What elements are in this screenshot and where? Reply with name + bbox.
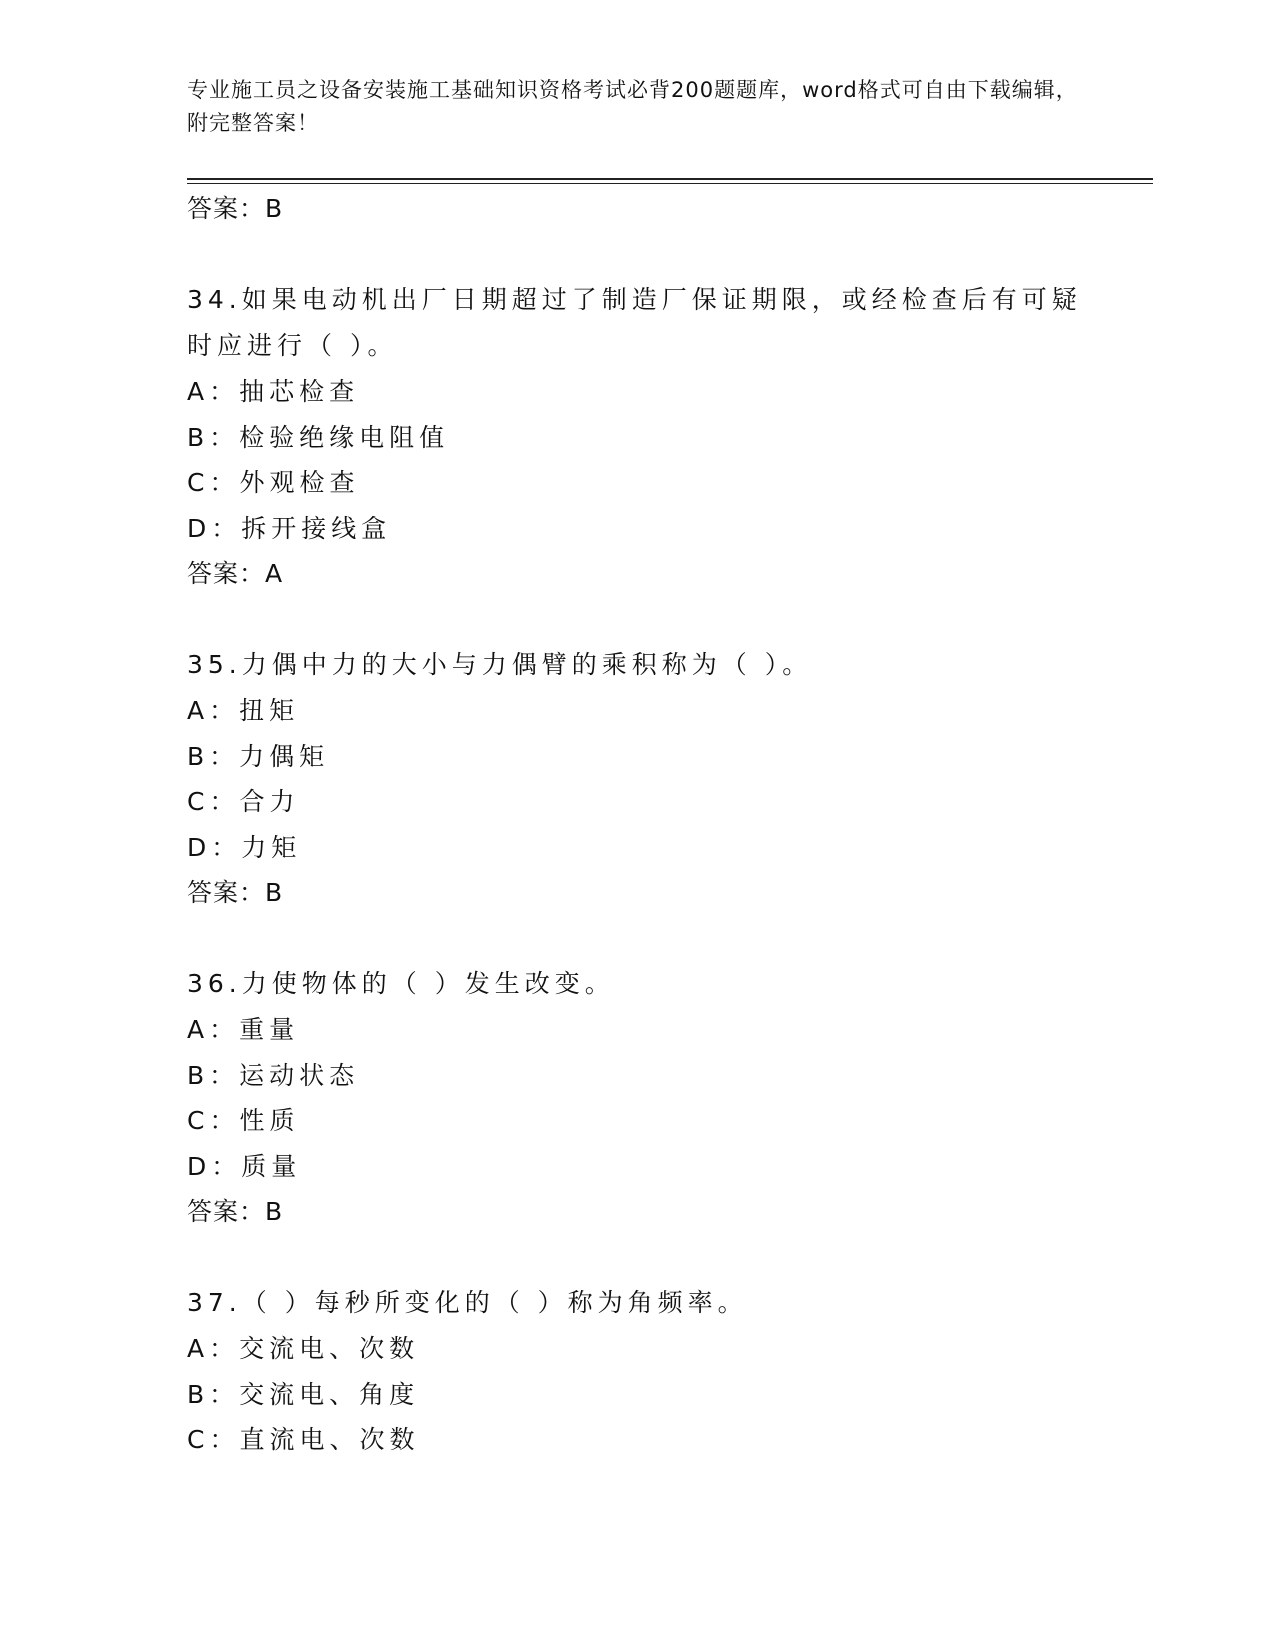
option-b: B：力偶矩: [187, 741, 330, 771]
question-stem: 36.力使物体的（ ）发生改变。: [187, 969, 615, 998]
header-rule-thick: [187, 178, 1153, 180]
option-c: C：外观检查: [187, 468, 360, 497]
option-a: A：重量: [187, 1015, 300, 1044]
option-b: B：交流电、角度: [187, 1379, 420, 1409]
option-d: D：力矩: [187, 832, 302, 862]
option-c: C：直流电、次数: [187, 1425, 420, 1454]
header-rule-thin: [187, 183, 1153, 184]
previous-answer: 答案：B: [187, 194, 284, 223]
answer-line: 答案：A: [187, 559, 284, 588]
option-c: C：合力: [187, 787, 300, 816]
question-stem: 37.（ ）每秒所变化的（ ）称为角频率。: [187, 1288, 748, 1317]
question-list: [187, 186, 1087, 1463]
option-b: B：运动状态: [187, 1060, 360, 1090]
option-d: D：拆开接线盒: [187, 513, 392, 543]
option-c: C：性质: [187, 1106, 300, 1135]
document-header: 专业施工员之设备安装施工基础知识资格考试必背200题题库，word格式可自由下载编辑，附完整答案！: [187, 78, 1078, 135]
option-a: A：扭矩: [187, 696, 300, 725]
question-stem: 34.如果电动机出厂日期超过了制造厂保证期限，或经检查后有可疑时应进行（ ）。: [187, 285, 1082, 360]
option-a: A：交流电、次数: [187, 1334, 420, 1363]
option-b: B：检验绝缘电阻值: [187, 422, 450, 452]
option-d: D：质量: [187, 1151, 302, 1181]
question-stem: 35.力偶中力的大小与力偶臂的乘积称为（ ）。: [187, 650, 813, 679]
answer-line: 答案：B: [187, 878, 284, 907]
answer-line: 答案：B: [187, 1197, 284, 1226]
option-a: A：抽芯检查: [187, 377, 360, 406]
